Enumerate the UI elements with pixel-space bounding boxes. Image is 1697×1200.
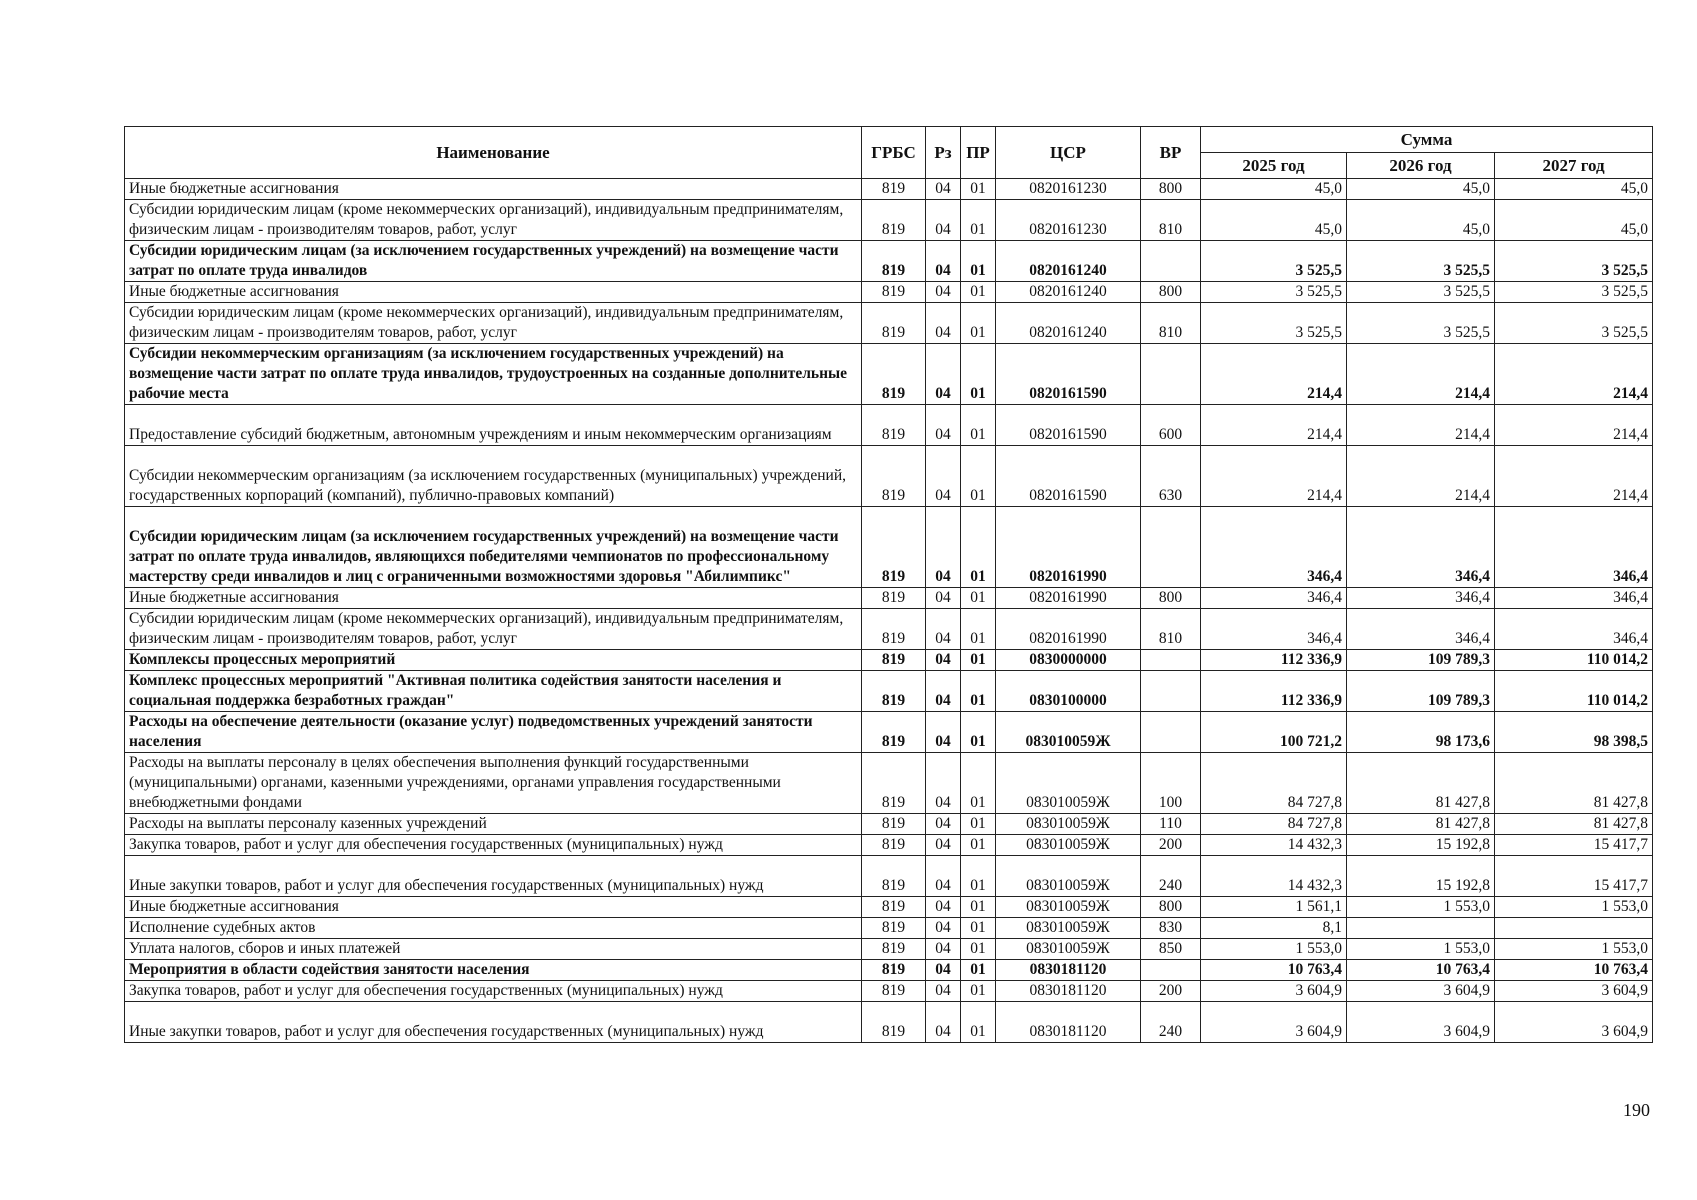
table-row bbox=[125, 712, 1653, 753]
row-grbs: 819 bbox=[862, 1002, 926, 1043]
table-row bbox=[125, 241, 1653, 282]
row-pr: 01 bbox=[961, 960, 996, 981]
row-rz: 04 bbox=[926, 241, 961, 282]
row-grbs: 819 bbox=[862, 814, 926, 835]
row-sum-2025: 14 432,3 bbox=[1201, 856, 1347, 897]
page-number: 190 bbox=[1623, 1100, 1650, 1120]
row-name: Иные бюджетные ассигнования bbox=[125, 588, 862, 609]
row-sum-2026: 45,0 bbox=[1347, 200, 1495, 241]
header-name: Наименование bbox=[125, 127, 862, 179]
header-sum: Сумма bbox=[1201, 127, 1653, 153]
row-sum-2026: 15 192,8 bbox=[1347, 856, 1495, 897]
row-sum-2027: 15 417,7 bbox=[1495, 835, 1653, 856]
row-pr: 01 bbox=[961, 241, 996, 282]
table-row bbox=[125, 981, 1653, 1002]
table-row bbox=[125, 918, 1653, 939]
row-rz: 04 bbox=[926, 588, 961, 609]
row-sum-2027: 3 525,5 bbox=[1495, 303, 1653, 344]
table-row bbox=[125, 507, 1653, 588]
row-sum-2025: 112 336,9 bbox=[1201, 671, 1347, 712]
row-grbs: 819 bbox=[862, 835, 926, 856]
row-csr: 083010059Ж bbox=[996, 835, 1141, 856]
row-vr: 630 bbox=[1141, 446, 1201, 507]
row-name: Комплексы процессных мероприятий bbox=[125, 650, 862, 671]
row-sum-2026: 15 192,8 bbox=[1347, 835, 1495, 856]
row-vr: 800 bbox=[1141, 179, 1201, 200]
table-row bbox=[125, 753, 1653, 814]
row-sum-2025: 214,4 bbox=[1201, 405, 1347, 446]
row-pr: 01 bbox=[961, 609, 996, 650]
row-sum-2025: 3 604,9 bbox=[1201, 1002, 1347, 1043]
row-name: Субсидии юридическим лицам (кроме некоммерческих организаций), индивидуальным предпринимателям, физическим лицам - производителям товаров, работ, услуг bbox=[125, 303, 862, 344]
row-sum-2027: 214,4 bbox=[1495, 446, 1653, 507]
row-csr: 0820161240 bbox=[996, 282, 1141, 303]
row-rz: 04 bbox=[926, 960, 961, 981]
row-sum-2027: 3 604,9 bbox=[1495, 981, 1653, 1002]
header-vr: ВР bbox=[1141, 127, 1201, 179]
row-sum-2026 bbox=[1347, 918, 1495, 939]
row-pr: 01 bbox=[961, 282, 996, 303]
row-csr: 083010059Ж bbox=[996, 753, 1141, 814]
row-csr: 0820161590 bbox=[996, 344, 1141, 405]
row-sum-2027: 346,4 bbox=[1495, 507, 1653, 588]
row-sum-2027: 45,0 bbox=[1495, 179, 1653, 200]
row-sum-2025: 3 525,5 bbox=[1201, 241, 1347, 282]
table-body bbox=[125, 179, 1653, 1043]
row-name: Иные бюджетные ассигнования bbox=[125, 897, 862, 918]
row-pr: 01 bbox=[961, 179, 996, 200]
table-row bbox=[125, 650, 1653, 671]
row-sum-2027: 214,4 bbox=[1495, 405, 1653, 446]
row-name: Закупка товаров, работ и услуг для обеспечения государственных (муниципальных) нужд bbox=[125, 835, 862, 856]
row-sum-2025: 100 721,2 bbox=[1201, 712, 1347, 753]
table-header bbox=[125, 127, 1653, 179]
row-sum-2025: 1 561,1 bbox=[1201, 897, 1347, 918]
row-csr: 0830000000 bbox=[996, 650, 1141, 671]
row-sum-2025: 3 604,9 bbox=[1201, 981, 1347, 1002]
row-rz: 04 bbox=[926, 609, 961, 650]
row-name: Расходы на обеспечение деятельности (оказание услуг) подведомственных учреждений занятости населения bbox=[125, 712, 862, 753]
row-pr: 01 bbox=[961, 753, 996, 814]
row-sum-2026: 45,0 bbox=[1347, 179, 1495, 200]
row-rz: 04 bbox=[926, 897, 961, 918]
row-sum-2026: 109 789,3 bbox=[1347, 650, 1495, 671]
row-sum-2027: 45,0 bbox=[1495, 200, 1653, 241]
row-rz: 04 bbox=[926, 712, 961, 753]
row-pr: 01 bbox=[961, 814, 996, 835]
row-sum-2027: 346,4 bbox=[1495, 588, 1653, 609]
row-rz: 04 bbox=[926, 753, 961, 814]
row-pr: 01 bbox=[961, 981, 996, 1002]
row-pr: 01 bbox=[961, 650, 996, 671]
row-name: Субсидии юридическим лицам (кроме некоммерческих организаций), индивидуальным предпринимателям, физическим лицам - производителям товаров, работ, услуг bbox=[125, 200, 862, 241]
row-csr: 0820161990 bbox=[996, 507, 1141, 588]
header-rz: Рз bbox=[926, 127, 961, 179]
row-vr bbox=[1141, 712, 1201, 753]
row-csr: 0820161240 bbox=[996, 303, 1141, 344]
row-sum-2026: 98 173,6 bbox=[1347, 712, 1495, 753]
table-row bbox=[125, 1002, 1653, 1043]
row-sum-2026: 3 604,9 bbox=[1347, 981, 1495, 1002]
row-grbs: 819 bbox=[862, 897, 926, 918]
row-vr: 100 bbox=[1141, 753, 1201, 814]
row-pr: 01 bbox=[961, 446, 996, 507]
row-grbs: 819 bbox=[862, 200, 926, 241]
row-csr: 0820161590 bbox=[996, 446, 1141, 507]
table-row bbox=[125, 814, 1653, 835]
row-grbs: 819 bbox=[862, 753, 926, 814]
row-csr: 0830181120 bbox=[996, 1002, 1141, 1043]
row-vr: 240 bbox=[1141, 856, 1201, 897]
row-vr bbox=[1141, 671, 1201, 712]
row-name: Комплекс процессных мероприятий "Активная политика содействия занятости населения и социальная поддержка безработных граждан" bbox=[125, 671, 862, 712]
row-vr: 810 bbox=[1141, 609, 1201, 650]
row-rz: 04 bbox=[926, 344, 961, 405]
row-pr: 01 bbox=[961, 712, 996, 753]
row-sum-2026: 214,4 bbox=[1347, 446, 1495, 507]
row-vr bbox=[1141, 507, 1201, 588]
row-grbs: 819 bbox=[862, 446, 926, 507]
row-csr: 083010059Ж bbox=[996, 814, 1141, 835]
table-row bbox=[125, 405, 1653, 446]
row-sum-2026: 346,4 bbox=[1347, 588, 1495, 609]
row-rz: 04 bbox=[926, 650, 961, 671]
row-sum-2025: 84 727,8 bbox=[1201, 814, 1347, 835]
row-rz: 04 bbox=[926, 303, 961, 344]
row-sum-2025: 3 525,5 bbox=[1201, 303, 1347, 344]
table-row bbox=[125, 671, 1653, 712]
row-name: Закупка товаров, работ и услуг для обеспечения государственных (муниципальных) нужд bbox=[125, 981, 862, 1002]
row-sum-2027: 15 417,7 bbox=[1495, 856, 1653, 897]
row-csr: 0820161590 bbox=[996, 405, 1141, 446]
table-row bbox=[125, 588, 1653, 609]
row-vr: 850 bbox=[1141, 939, 1201, 960]
row-pr: 01 bbox=[961, 918, 996, 939]
row-sum-2026: 214,4 bbox=[1347, 405, 1495, 446]
row-name: Иные закупки товаров, работ и услуг для обеспечения государственных (муниципальных) нужд bbox=[125, 1002, 862, 1043]
row-csr: 083010059Ж bbox=[996, 856, 1141, 897]
row-csr: 083010059Ж bbox=[996, 918, 1141, 939]
row-sum-2027: 98 398,5 bbox=[1495, 712, 1653, 753]
row-pr: 01 bbox=[961, 856, 996, 897]
table-row bbox=[125, 200, 1653, 241]
row-sum-2025: 214,4 bbox=[1201, 446, 1347, 507]
row-name: Расходы на выплаты персоналу казенных учреждений bbox=[125, 814, 862, 835]
row-name: Иные бюджетные ассигнования bbox=[125, 282, 862, 303]
header-year-2025: 2025 год bbox=[1201, 153, 1347, 179]
row-grbs: 819 bbox=[862, 405, 926, 446]
row-rz: 04 bbox=[926, 981, 961, 1002]
row-csr: 0830100000 bbox=[996, 671, 1141, 712]
row-csr: 0820161990 bbox=[996, 609, 1141, 650]
row-sum-2027: 110 014,2 bbox=[1495, 671, 1653, 712]
row-csr: 0830181120 bbox=[996, 960, 1141, 981]
row-grbs: 819 bbox=[862, 856, 926, 897]
row-vr: 200 bbox=[1141, 981, 1201, 1002]
row-sum-2025: 10 763,4 bbox=[1201, 960, 1347, 981]
header-year-2026: 2026 год bbox=[1347, 153, 1495, 179]
row-vr: 800 bbox=[1141, 282, 1201, 303]
row-sum-2026: 3 525,5 bbox=[1347, 241, 1495, 282]
table-row bbox=[125, 609, 1653, 650]
row-rz: 04 bbox=[926, 405, 961, 446]
row-vr: 810 bbox=[1141, 200, 1201, 241]
row-sum-2027: 10 763,4 bbox=[1495, 960, 1653, 981]
table-row bbox=[125, 939, 1653, 960]
row-csr: 083010059Ж bbox=[996, 939, 1141, 960]
table-row bbox=[125, 446, 1653, 507]
row-vr: 200 bbox=[1141, 835, 1201, 856]
table-row bbox=[125, 282, 1653, 303]
row-sum-2027: 81 427,8 bbox=[1495, 814, 1653, 835]
row-rz: 04 bbox=[926, 446, 961, 507]
row-name: Субсидии юридическим лицам (кроме некоммерческих организаций), индивидуальным предпринимателям, физическим лицам - производителям товаров, работ, услуг bbox=[125, 609, 862, 650]
row-sum-2025: 14 432,3 bbox=[1201, 835, 1347, 856]
row-sum-2026: 214,4 bbox=[1347, 344, 1495, 405]
row-grbs: 819 bbox=[862, 960, 926, 981]
row-sum-2026: 346,4 bbox=[1347, 507, 1495, 588]
row-sum-2027: 1 553,0 bbox=[1495, 939, 1653, 960]
row-pr: 01 bbox=[961, 200, 996, 241]
row-grbs: 819 bbox=[862, 179, 926, 200]
row-sum-2026: 3 525,5 bbox=[1347, 303, 1495, 344]
row-sum-2025: 84 727,8 bbox=[1201, 753, 1347, 814]
row-csr: 0820161230 bbox=[996, 200, 1141, 241]
row-pr: 01 bbox=[961, 588, 996, 609]
table-row bbox=[125, 897, 1653, 918]
row-rz: 04 bbox=[926, 814, 961, 835]
row-name: Субсидии юридическим лицам (за исключением государственных учреждений) на возмещение части затрат по оплате труда инвалидов bbox=[125, 241, 862, 282]
row-csr: 0820161990 bbox=[996, 588, 1141, 609]
row-csr: 083010059Ж bbox=[996, 712, 1141, 753]
row-grbs: 819 bbox=[862, 241, 926, 282]
table-row bbox=[125, 856, 1653, 897]
row-sum-2027: 110 014,2 bbox=[1495, 650, 1653, 671]
row-sum-2025: 45,0 bbox=[1201, 200, 1347, 241]
row-sum-2027: 81 427,8 bbox=[1495, 753, 1653, 814]
row-rz: 04 bbox=[926, 1002, 961, 1043]
row-vr: 800 bbox=[1141, 897, 1201, 918]
row-rz: 04 bbox=[926, 856, 961, 897]
row-name: Расходы на выплаты персоналу в целях обеспечения выполнения функций государственными (муниципальными) органами, казенными учреждениями, органами управления государственными внебюджетными фондами bbox=[125, 753, 862, 814]
header-year-2027: 2027 год bbox=[1495, 153, 1653, 179]
row-rz: 04 bbox=[926, 282, 961, 303]
row-vr: 810 bbox=[1141, 303, 1201, 344]
row-sum-2025: 3 525,5 bbox=[1201, 282, 1347, 303]
row-sum-2027: 3 604,9 bbox=[1495, 1002, 1653, 1043]
row-pr: 01 bbox=[961, 507, 996, 588]
budget-table-container bbox=[124, 126, 1652, 1043]
row-vr bbox=[1141, 241, 1201, 282]
row-csr: 0820161230 bbox=[996, 179, 1141, 200]
row-pr: 01 bbox=[961, 939, 996, 960]
row-sum-2026: 346,4 bbox=[1347, 609, 1495, 650]
row-sum-2026: 109 789,3 bbox=[1347, 671, 1495, 712]
row-pr: 01 bbox=[961, 405, 996, 446]
row-sum-2026: 1 553,0 bbox=[1347, 897, 1495, 918]
row-sum-2025: 346,4 bbox=[1201, 507, 1347, 588]
row-grbs: 819 bbox=[862, 609, 926, 650]
row-vr bbox=[1141, 344, 1201, 405]
row-sum-2025: 1 553,0 bbox=[1201, 939, 1347, 960]
row-pr: 01 bbox=[961, 1002, 996, 1043]
row-name: Мероприятия в области содействия занятости населения bbox=[125, 960, 862, 981]
row-sum-2026: 1 553,0 bbox=[1347, 939, 1495, 960]
row-name: Уплата налогов, сборов и иных платежей bbox=[125, 939, 862, 960]
row-vr bbox=[1141, 650, 1201, 671]
row-pr: 01 bbox=[961, 671, 996, 712]
row-grbs: 819 bbox=[862, 981, 926, 1002]
table-row bbox=[125, 303, 1653, 344]
row-rz: 04 bbox=[926, 918, 961, 939]
row-grbs: 819 bbox=[862, 507, 926, 588]
row-sum-2026: 3 525,5 bbox=[1347, 282, 1495, 303]
row-grbs: 819 bbox=[862, 712, 926, 753]
row-grbs: 819 bbox=[862, 918, 926, 939]
row-sum-2026: 81 427,8 bbox=[1347, 753, 1495, 814]
row-pr: 01 bbox=[961, 835, 996, 856]
row-name: Субсидии некоммерческим организациям (за исключением государственных учреждений) на возмещение части затрат по оплате труда инвалидов, трудоустроенных на созданные дополнительные рабочие места bbox=[125, 344, 862, 405]
row-sum-2027: 3 525,5 bbox=[1495, 241, 1653, 282]
row-csr: 0830181120 bbox=[996, 981, 1141, 1002]
row-rz: 04 bbox=[926, 200, 961, 241]
row-sum-2026: 10 763,4 bbox=[1347, 960, 1495, 981]
row-grbs: 819 bbox=[862, 939, 926, 960]
row-csr: 0820161240 bbox=[996, 241, 1141, 282]
row-rz: 04 bbox=[926, 835, 961, 856]
row-vr: 110 bbox=[1141, 814, 1201, 835]
row-pr: 01 bbox=[961, 897, 996, 918]
row-vr: 830 bbox=[1141, 918, 1201, 939]
row-grbs: 819 bbox=[862, 588, 926, 609]
header-pr: ПР bbox=[961, 127, 996, 179]
row-grbs: 819 bbox=[862, 650, 926, 671]
row-sum-2027: 346,4 bbox=[1495, 609, 1653, 650]
row-name: Иные бюджетные ассигнования bbox=[125, 179, 862, 200]
row-name: Исполнение судебных актов bbox=[125, 918, 862, 939]
row-sum-2025: 214,4 bbox=[1201, 344, 1347, 405]
row-sum-2026: 3 604,9 bbox=[1347, 1002, 1495, 1043]
row-sum-2026: 81 427,8 bbox=[1347, 814, 1495, 835]
row-grbs: 819 bbox=[862, 303, 926, 344]
row-name: Предоставление субсидий бюджетным, автономным учреждениям и иным некоммерческим организациям bbox=[125, 405, 862, 446]
header-grbs: ГРБС bbox=[862, 127, 926, 179]
row-sum-2025: 8,1 bbox=[1201, 918, 1347, 939]
row-pr: 01 bbox=[961, 344, 996, 405]
row-csr: 083010059Ж bbox=[996, 897, 1141, 918]
row-rz: 04 bbox=[926, 507, 961, 588]
row-vr bbox=[1141, 960, 1201, 981]
header-csr: ЦСР bbox=[996, 127, 1141, 179]
row-pr: 01 bbox=[961, 303, 996, 344]
table-row bbox=[125, 960, 1653, 981]
row-rz: 04 bbox=[926, 671, 961, 712]
row-sum-2027: 3 525,5 bbox=[1495, 282, 1653, 303]
row-sum-2025: 346,4 bbox=[1201, 588, 1347, 609]
row-name: Иные закупки товаров, работ и услуг для обеспечения государственных (муниципальных) нужд bbox=[125, 856, 862, 897]
row-sum-2027: 214,4 bbox=[1495, 344, 1653, 405]
row-name: Субсидии юридическим лицам (за исключением государственных учреждений) на возмещение части затрат по оплате труда инвалидов, являющихся победителями чемпионатов по профессиональному мастерству среди инвалидов и лиц с ограниченными возможностями здоровья "Абилимпикс" bbox=[125, 507, 862, 588]
budget-table bbox=[124, 126, 1653, 1043]
row-sum-2027 bbox=[1495, 918, 1653, 939]
row-name: Субсидии некоммерческим организациям (за исключением государственных (муниципальных) учреждений, государственных корпораций (компаний), публично-правовых компаний) bbox=[125, 446, 862, 507]
row-sum-2027: 1 553,0 bbox=[1495, 897, 1653, 918]
row-rz: 04 bbox=[926, 939, 961, 960]
row-grbs: 819 bbox=[862, 282, 926, 303]
row-grbs: 819 bbox=[862, 344, 926, 405]
table-row bbox=[125, 344, 1653, 405]
row-grbs: 819 bbox=[862, 671, 926, 712]
row-sum-2025: 112 336,9 bbox=[1201, 650, 1347, 671]
row-sum-2025: 346,4 bbox=[1201, 609, 1347, 650]
row-vr: 600 bbox=[1141, 405, 1201, 446]
row-vr: 800 bbox=[1141, 588, 1201, 609]
row-vr: 240 bbox=[1141, 1002, 1201, 1043]
row-sum-2025: 45,0 bbox=[1201, 179, 1347, 200]
table-row bbox=[125, 179, 1653, 200]
table-row bbox=[125, 835, 1653, 856]
row-rz: 04 bbox=[926, 179, 961, 200]
